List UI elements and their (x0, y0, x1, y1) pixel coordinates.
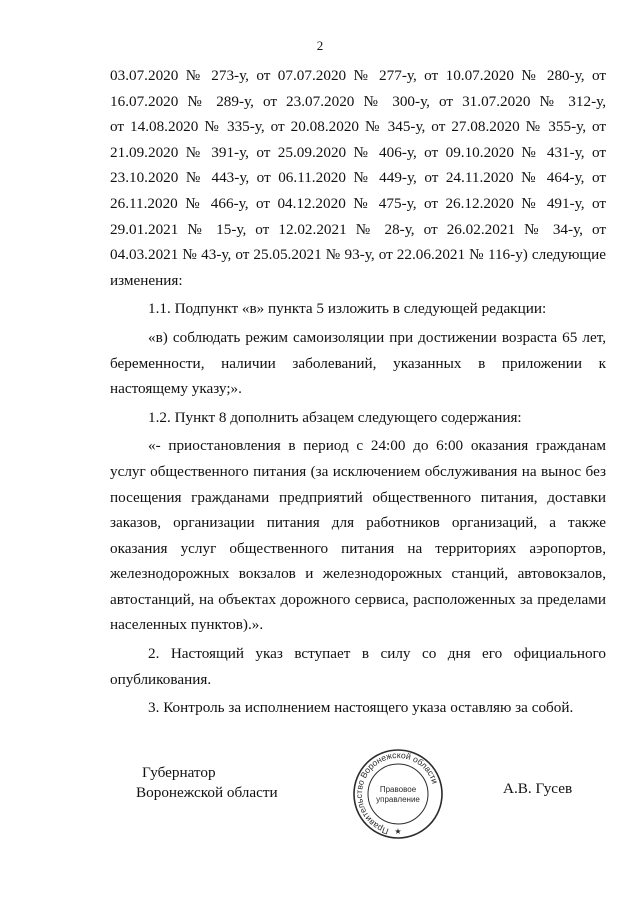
item-3-line: 3. Контроль за исполнением настоящего указа оставляю за собой. (148, 699, 574, 717)
item-1-1-line: беременности, наличии заболеваний, указанных в приложении к (110, 354, 606, 372)
text-line: 16.07.2020 № 289-у, от 23.07.2020 № 300-у, от 31.07.2020 № 312-у, (110, 92, 606, 110)
text-line: от 14.08.2020 № 335-у, от 20.08.2020 № 345-у, от 27.08.2020 № 355-у, от (110, 118, 606, 136)
document-body (110, 63, 606, 721)
item-1-2-line: населенных пунктов).». (110, 616, 264, 634)
text-line: изменения: (110, 271, 183, 289)
page-number: 2 (316, 38, 324, 53)
item-1-1-line: настоящему указу;». (110, 380, 242, 398)
text-line: 21.09.2020 № 391-у, от 25.09.2020 № 406-у, от 09.10.2020 № 431-у, от (110, 143, 606, 161)
stamp-ring-text: Правительство Воронежской области (353, 749, 441, 837)
official-stamp (343, 746, 453, 842)
item-2-line: опубликования. (110, 670, 212, 688)
stamp-center-line2: управление (376, 795, 420, 804)
text-line: 29.01.2021 № 15-у, от 12.02.2021 № 28-у, от 26.02.2021 № 34-у, от (110, 220, 606, 238)
text-line: 03.07.2020 № 273-у, от 07.07.2020 № 277-у, от 10.07.2020 № 280-у, от (110, 67, 606, 84)
item-1-2-line: оказания услуг общественного питания на территориях аэропортов, (110, 539, 606, 557)
signatory-position (136, 763, 278, 803)
item-1-2-line: автостанций, на объектах дорожного сервиса, расположенных за пределами (110, 590, 606, 608)
position-line: Губернатор (142, 764, 216, 781)
text-line: 04.03.2021 № 43-у, от 25.05.2021 № 93-у, от 22.06.2021 № 116-у) следующие (110, 246, 606, 264)
stamp-inner-ring (368, 764, 428, 824)
stamp-center-line1: Правовое (379, 785, 417, 794)
star-icon: ★ (394, 827, 402, 836)
item-1-2-heading: 1.2. Пункт 8 дополнить абзацем следующего содержания: (148, 408, 522, 426)
position-line: Воронежской области (136, 784, 278, 801)
text-line: 26.11.2020 № 466-у, от 04.12.2020 № 475-у, от 26.12.2020 № 491-у, от (110, 194, 606, 212)
item-1-2-line: «- приостановления в период с 24:00 до 6:00 оказания гражданам (148, 437, 606, 455)
signatory-name: А.В. Гусев (503, 780, 573, 797)
item-1-2-line: заказов, организации питания для работников организаций, а также (110, 514, 606, 532)
text-line: 23.10.2020 № 443-у, от 06.11.2020 № 449-у, от 24.11.2020 № 464-у, от (110, 169, 606, 187)
item-1-2-line: услуг общественного питания (за исключением обслуживания на вынос без (110, 462, 606, 480)
item-1-2-line: посещения гражданами предприятий общественного питания, доставки (110, 488, 606, 506)
item-2-line: 2. Настоящий указ вступает в силу со дня его официального (148, 645, 606, 663)
item-1-1-heading: 1.1. Подпункт «в» пункта 5 изложить в следующей редакции: (148, 300, 547, 318)
item-1-2-line: железнодорожных вокзалов и железнодорожных станций, автовокзалов, (110, 565, 606, 583)
item-1-1-line: «в) соблюдать режим самоизоляции при достижении возраста 65 лет, (148, 328, 606, 346)
